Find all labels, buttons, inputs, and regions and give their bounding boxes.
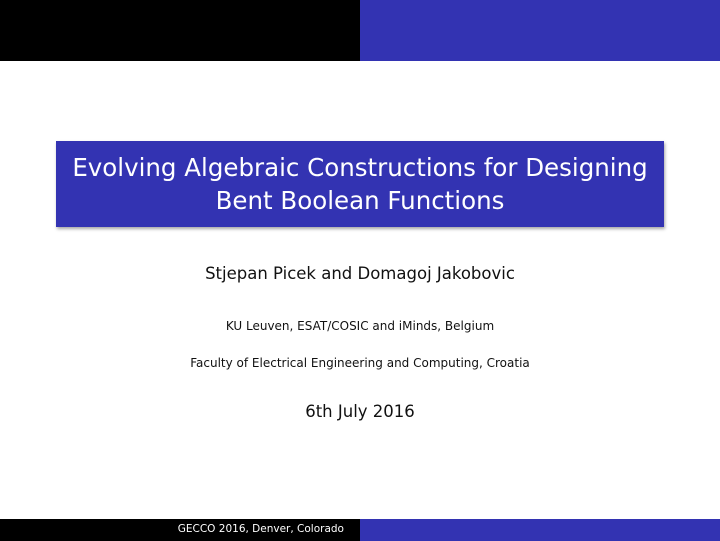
slide-title-line-2: Bent Boolean Functions xyxy=(215,186,505,215)
affiliation-2: Faculty of Electrical Engineering and Computing, Croatia xyxy=(190,356,530,370)
footer-bar-left xyxy=(0,519,360,541)
header-bar-right xyxy=(360,0,720,61)
slide-title-line-1: Evolving Algebraic Constructions for Designing xyxy=(72,153,648,182)
authors: Stjepan Picek and Domagoj Jakobovic xyxy=(205,264,515,283)
footer-conference: GECCO 2016, Denver, Colorado xyxy=(177,523,344,535)
presentation-date: 6th July 2016 xyxy=(305,402,415,421)
affiliation-1: KU Leuven, ESAT/COSIC and iMinds, Belgium xyxy=(225,319,495,333)
footer-bar xyxy=(0,519,720,541)
slide-title xyxy=(72,151,647,217)
header-bar-left xyxy=(0,0,360,61)
title-box xyxy=(56,141,664,227)
footer-bar-right xyxy=(360,519,720,541)
header-bar xyxy=(0,0,720,61)
